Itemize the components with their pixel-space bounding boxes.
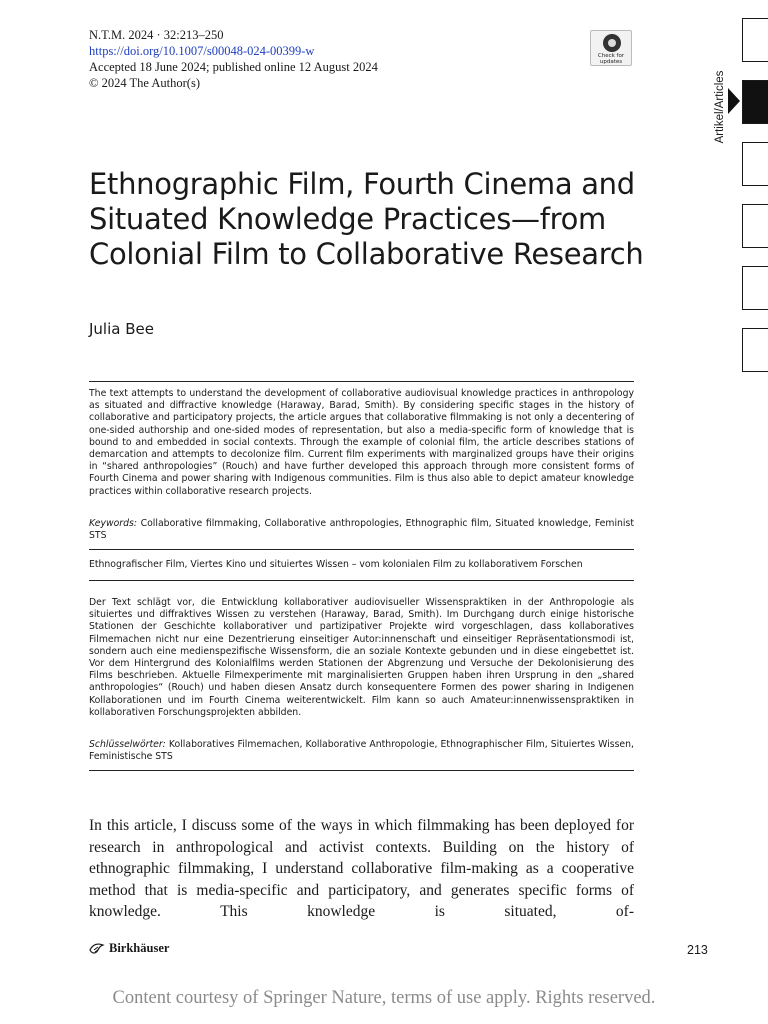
german-title-rule <box>89 580 634 581</box>
page-number: 213 <box>687 943 708 957</box>
check-updates-label: Check for updates <box>597 53 625 65</box>
publisher-logo <box>89 941 169 956</box>
section-tab-6 <box>742 328 768 372</box>
section-tab-active <box>742 80 768 124</box>
abstract-bottom-rule <box>89 770 634 771</box>
journal-citation: N.T.M. 2024 · 32:213–250 <box>89 28 224 42</box>
author-name: Julia Bee <box>89 320 154 338</box>
abstract-english: The text attempts to understand the development of collaborative audiovisual knowledge practices in anthropology as situated and diffractive knowledge (Haraway, Barad, Smith). By considering specific stages in the history of collaborative and participatory projects, the article argues that collaborative filmmaking is not only a decentering of one-sided authorship and one-sided modes of representation, but also a media-specific form of knowledge that is bound to and embedded in social contexts. Through the example of colonial film, the article describes stations of demarcation and attempts to decolonize film. Current film experiments with marginalized groups have their origins in “shared anthropologies” (Rouch) and have further developed this approach through more consistent forms of Fourth Cinema and power sharing with Indigenous communities. Film is thus also able to depict amateur knowledge practices within collaborative research projects. <box>89 388 634 497</box>
section-side-label: Artikel/Articles <box>714 70 726 144</box>
article-meta <box>89 27 378 91</box>
check-updates-icon <box>603 34 621 52</box>
section-tab-5 <box>742 266 768 310</box>
body-paragraph: In this article, I discuss some of the ways in which filmmaking has been deployed for research in anthropological and activist contexts. Building on the history of ethnographic filmmaking, I understand collaborative film-making as a cooperative method that is media-specific and participatory, and generates specific forms of knowledge. This knowledge is situated, of- <box>89 817 634 921</box>
keywords-german <box>89 739 634 763</box>
publication-dates: Accepted 18 June 2024; published online 12 August 2024 <box>89 60 378 74</box>
keywords-label: Keywords: <box>89 518 137 529</box>
abstract-divider <box>89 549 634 550</box>
copyright-notice: © 2024 The Author(s) <box>89 76 200 90</box>
section-tab-1 <box>742 18 768 62</box>
keywords-text: Collaborative filmmaking, Collaborative anthropologies, Ethnographic film, Situated knowledge, Feminist STS <box>89 518 634 542</box>
keywords-de-text: Kollaboratives Filmemachen, Kollaborative Anthropologie, Ethnographischer Film, Situiertes Wissen, Feministische STS <box>89 739 634 763</box>
check-for-updates-badge[interactable] <box>590 30 632 66</box>
section-tab-4 <box>742 204 768 248</box>
doi-link[interactable]: https://doi.org/10.1007/s00048-024-00399-w <box>89 44 315 58</box>
keywords-de-label: Schlüsselwörter: <box>89 739 166 750</box>
german-title: Ethnografischer Film, Viertes Kino und situiertes Wissen – vom kolonialen Film zu kollaborativem Forschen <box>89 559 583 570</box>
abstract-top-rule <box>89 381 634 382</box>
birkhauser-bird-icon <box>89 942 105 956</box>
abstract-german: Der Text schlägt vor, die Entwicklung kollaborativer audiovisueller Wissenspraktiken in der Anthropologie als situiertes und diffraktives Wissen zu verstehen (Haraway, Barad, Smith). Im Durchgang durch einige historische Stationen der Geschichte kollaborativer und partizipativer Projekte wird vorgeschlagen, dass kollaboratives Filmemachen nicht nur eine Dezentrierung einseitiger Autor:innenschaft und einseitiger Repräsentationsmodi ist, sondern auch eine medienspezifische Wissensform, die an soziale Kontexte gebunden und in diese eingebettet ist. Vor dem Hintergrund des Kolonialfilms werden Stationen der Abgrenzung und Versuche der Dekolonisierung des Films beschrieben. Aktuelle Filmexperimente mit marginalisierten Gruppen haben ihren Ursprung in den „shared anthropologies“ (Rouch) und haben diesen Ansatz durch konsequentere Formen des power sharing in Indigenen Kollaborationen und im Fourth Cinema weiterentwickelt. Film kann so auch Amateur:innenwissenspraktiken in kollaborativen Forschungsprojekten abbilden. <box>89 597 634 718</box>
rights-notice: Content courtesy of Springer Nature, terms of use apply. Rights reserved. <box>112 988 656 1008</box>
publisher-name: Birkhäuser <box>109 941 170 955</box>
active-section-arrow-icon <box>728 88 740 114</box>
keywords-english <box>89 518 634 542</box>
section-tab-3 <box>742 142 768 186</box>
article-title: Ethnographic Film, Fourth Cinema and Situated Knowledge Practices—from Colonial Film to Collaborative Research <box>89 167 644 271</box>
